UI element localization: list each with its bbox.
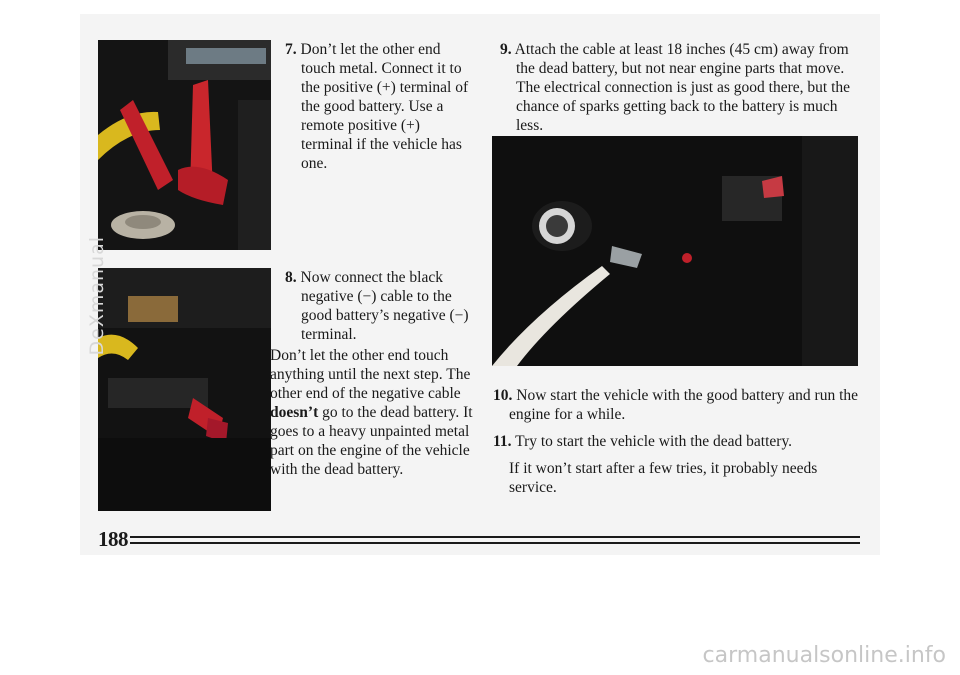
- step-number: 7.: [285, 41, 297, 58]
- photo-positive-terminal-clamp: [98, 40, 271, 250]
- steps-10-11: [493, 386, 865, 505]
- step-text: Don’t let the other end touch metal. Connect it to the positive (+) terminal of the good battery. Use a remote positive (+) terminal if the vehicle has one.: [300, 41, 469, 172]
- photo-engine-ground-connection: [492, 136, 858, 366]
- step-text: Now start the vehicle with the good battery and run the engine for a while.: [509, 387, 859, 423]
- step-8: [285, 268, 475, 344]
- side-watermark: DeXmanual: [86, 236, 108, 356]
- footer-rule: [130, 536, 860, 538]
- step-text: Try to start the vehicle with the dead battery.: [515, 433, 793, 450]
- step-10: [493, 386, 865, 424]
- step-number: 11.: [493, 433, 512, 450]
- negative-cable-note: [270, 346, 475, 479]
- step-number: 8.: [285, 269, 297, 286]
- site-watermark: carmanualsonline.info: [702, 643, 946, 668]
- photo-negative-terminal-clamp: [98, 268, 271, 511]
- step-text: Now connect the black negative (−) cable to the good battery’s negative (−) terminal.: [300, 269, 469, 343]
- service-note: If it won’t start after a few tries, it probably needs service.: [509, 460, 818, 496]
- step-11: [493, 432, 865, 451]
- note-text-end: go to the dead battery. It goes to a heavy unpainted metal part on the engine of the vehicle with the dead battery.: [270, 404, 473, 478]
- footer-rule: [130, 542, 860, 544]
- step-9: [500, 40, 865, 135]
- step-number: 10.: [493, 387, 513, 404]
- step-text: Attach the cable at least 18 inches (45 cm) away from the dead battery, but not near engine parts that move. The electrical connection is just as good there, but the chance of sparks getting back to the battery is much less.: [514, 41, 850, 134]
- page-number: 188: [98, 527, 128, 551]
- step-number: 9.: [500, 41, 512, 58]
- step-7: [285, 40, 475, 173]
- note-emphasis: doesn’t: [270, 404, 319, 421]
- note-text-start: Don’t let the other end touch anything until the next step. The other end of the negative cable: [270, 347, 471, 402]
